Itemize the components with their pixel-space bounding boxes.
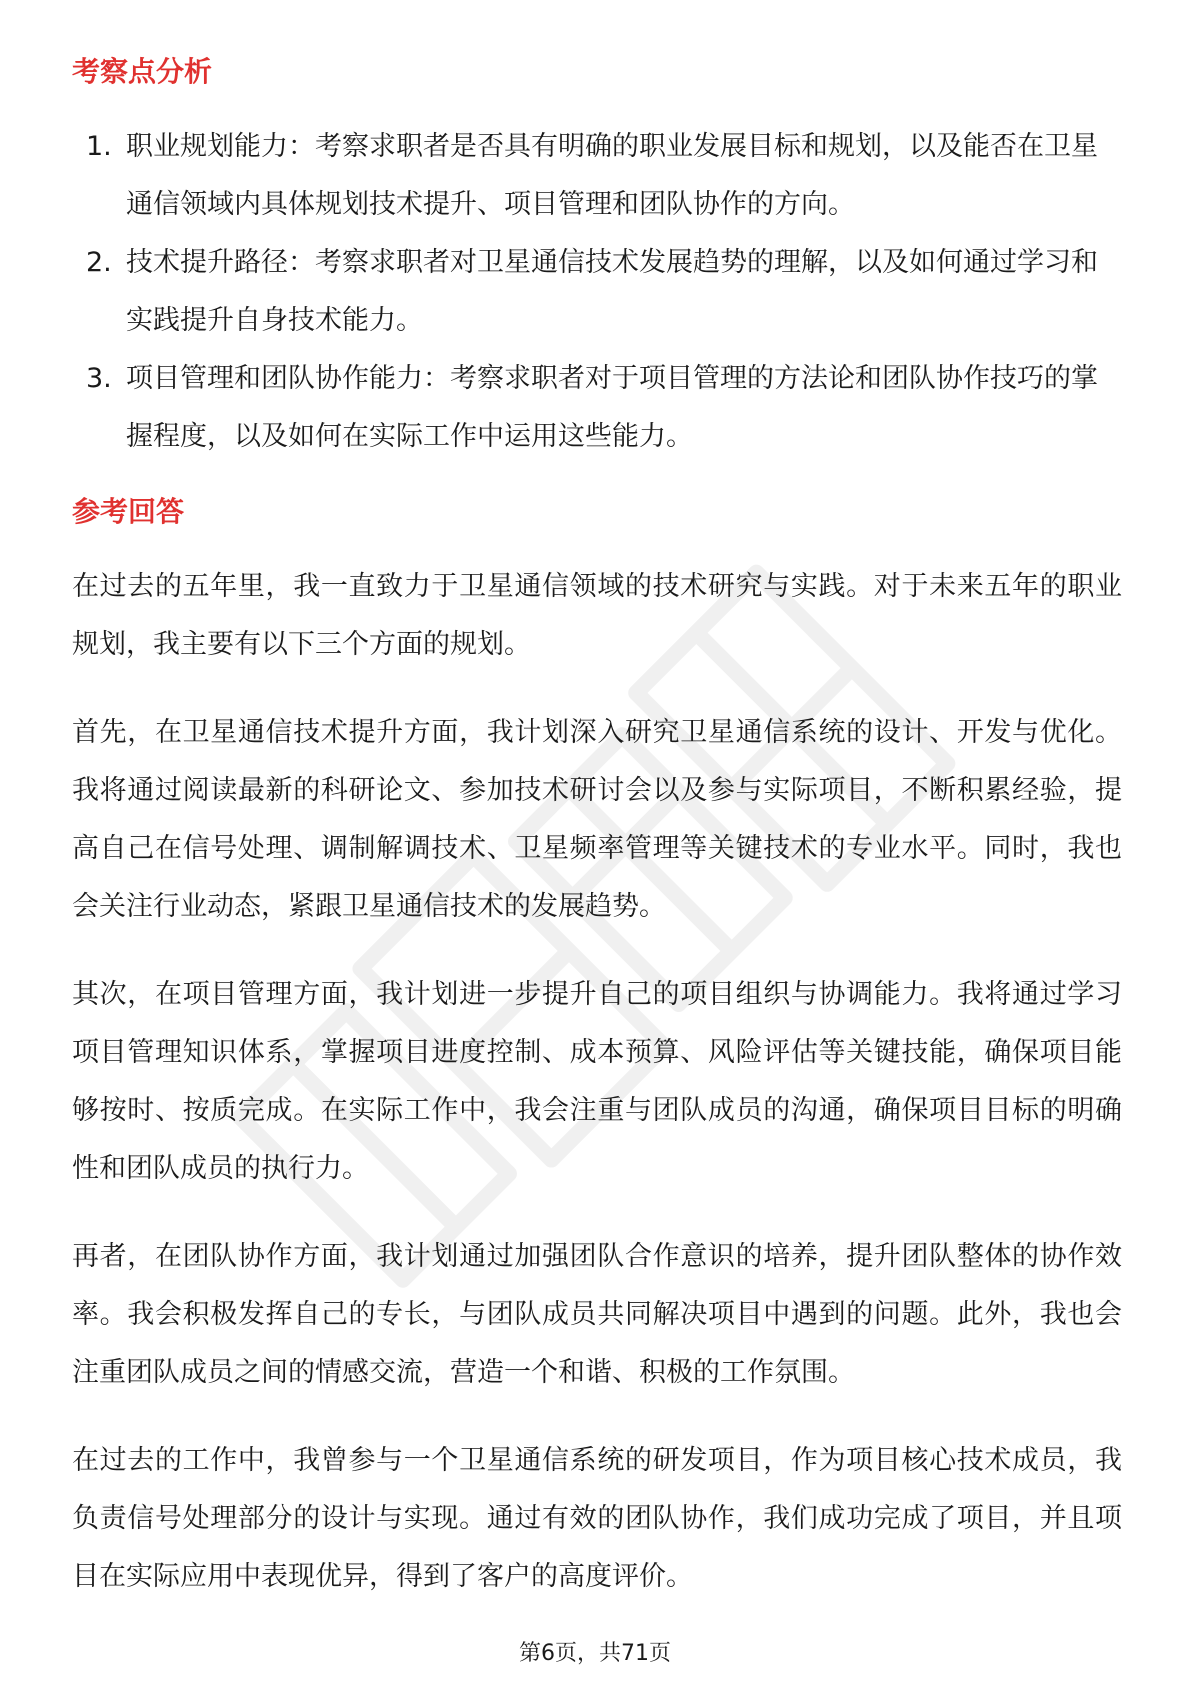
answer-paragraph: 首先，在卫星通信技术提升方面，我计划深入研究卫星通信系统的设计、开发与优化。我将通过阅读最新的科研论文、参加技术研讨会以及参与实际项目，不断积累经验，提高自己在信号处理、调制解调技术、卫星频率管理等关键技术的专业水平。同时，我也会关注行业动态，紧跟卫星通信技术的发展趋势。	[72, 717, 1122, 922]
list-item	[72, 234, 1122, 350]
list-item-text: 项目管理和团队协作能力：考察求职者对于项目管理的方法论和团队协作技巧的掌握程度，以及如何在实际工作中运用这些能力。	[126, 363, 1098, 452]
answer-paragraph: 在过去的工作中，我曾参与一个卫星通信系统的研发项目，作为项目核心技术成员，我负责信号处理部分的设计与实现。通过有效的团队协作，我们成功完成了项目，并且项目在实际应用中表现优异，得到了客户的高度评价。	[72, 1445, 1122, 1592]
section-title-analysis: 考察点分析	[72, 55, 213, 88]
list-item-number: 2.	[86, 247, 112, 278]
analysis-list	[72, 118, 1122, 466]
page-number-footer: 第6页，共71页	[519, 1641, 671, 1666]
answer-paragraph: 再者，在团队协作方面，我计划通过加强团队合作意识的培养，提升团队整体的协作效率。我会积极发挥自己的专长，与团队成员共同解决项目中遇到的问题。此外，我也会注重团队成员之间的情感交流，营造一个和谐、积极的工作氛围。	[72, 1241, 1122, 1388]
list-item-text: 技术提升路径：考察求职者对卫星通信技术发展趋势的理解，以及如何通过学习和实践提升自身技术能力。	[126, 247, 1098, 336]
list-item	[72, 350, 1122, 466]
answer-body	[72, 558, 1122, 1636]
answer-paragraph: 在过去的五年里，我一直致力于卫星通信领域的技术研究与实践。对于未来五年的职业规划，我主要有以下三个方面的规划。	[72, 571, 1122, 660]
answer-paragraph: 其次，在项目管理方面，我计划进一步提升自己的项目组织与协调能力。我将通过学习项目管理知识体系，掌握项目进度控制、成本预算、风险评估等关键技能，确保项目能够按时、按质完成。在实际工作中，我会注重与团队成员的沟通，确保项目目标的明确性和团队成员的执行力。	[72, 979, 1122, 1184]
list-item-number: 1.	[86, 131, 112, 162]
list-item-text: 职业规划能力：考察求职者是否具有明确的职业发展目标和规划，以及能否在卫星通信领域内具体规划技术提升、项目管理和团队协作的方向。	[126, 131, 1098, 220]
list-item	[72, 118, 1122, 234]
section-title-answer: 参考回答	[72, 495, 185, 528]
list-item-number: 3.	[86, 363, 112, 394]
